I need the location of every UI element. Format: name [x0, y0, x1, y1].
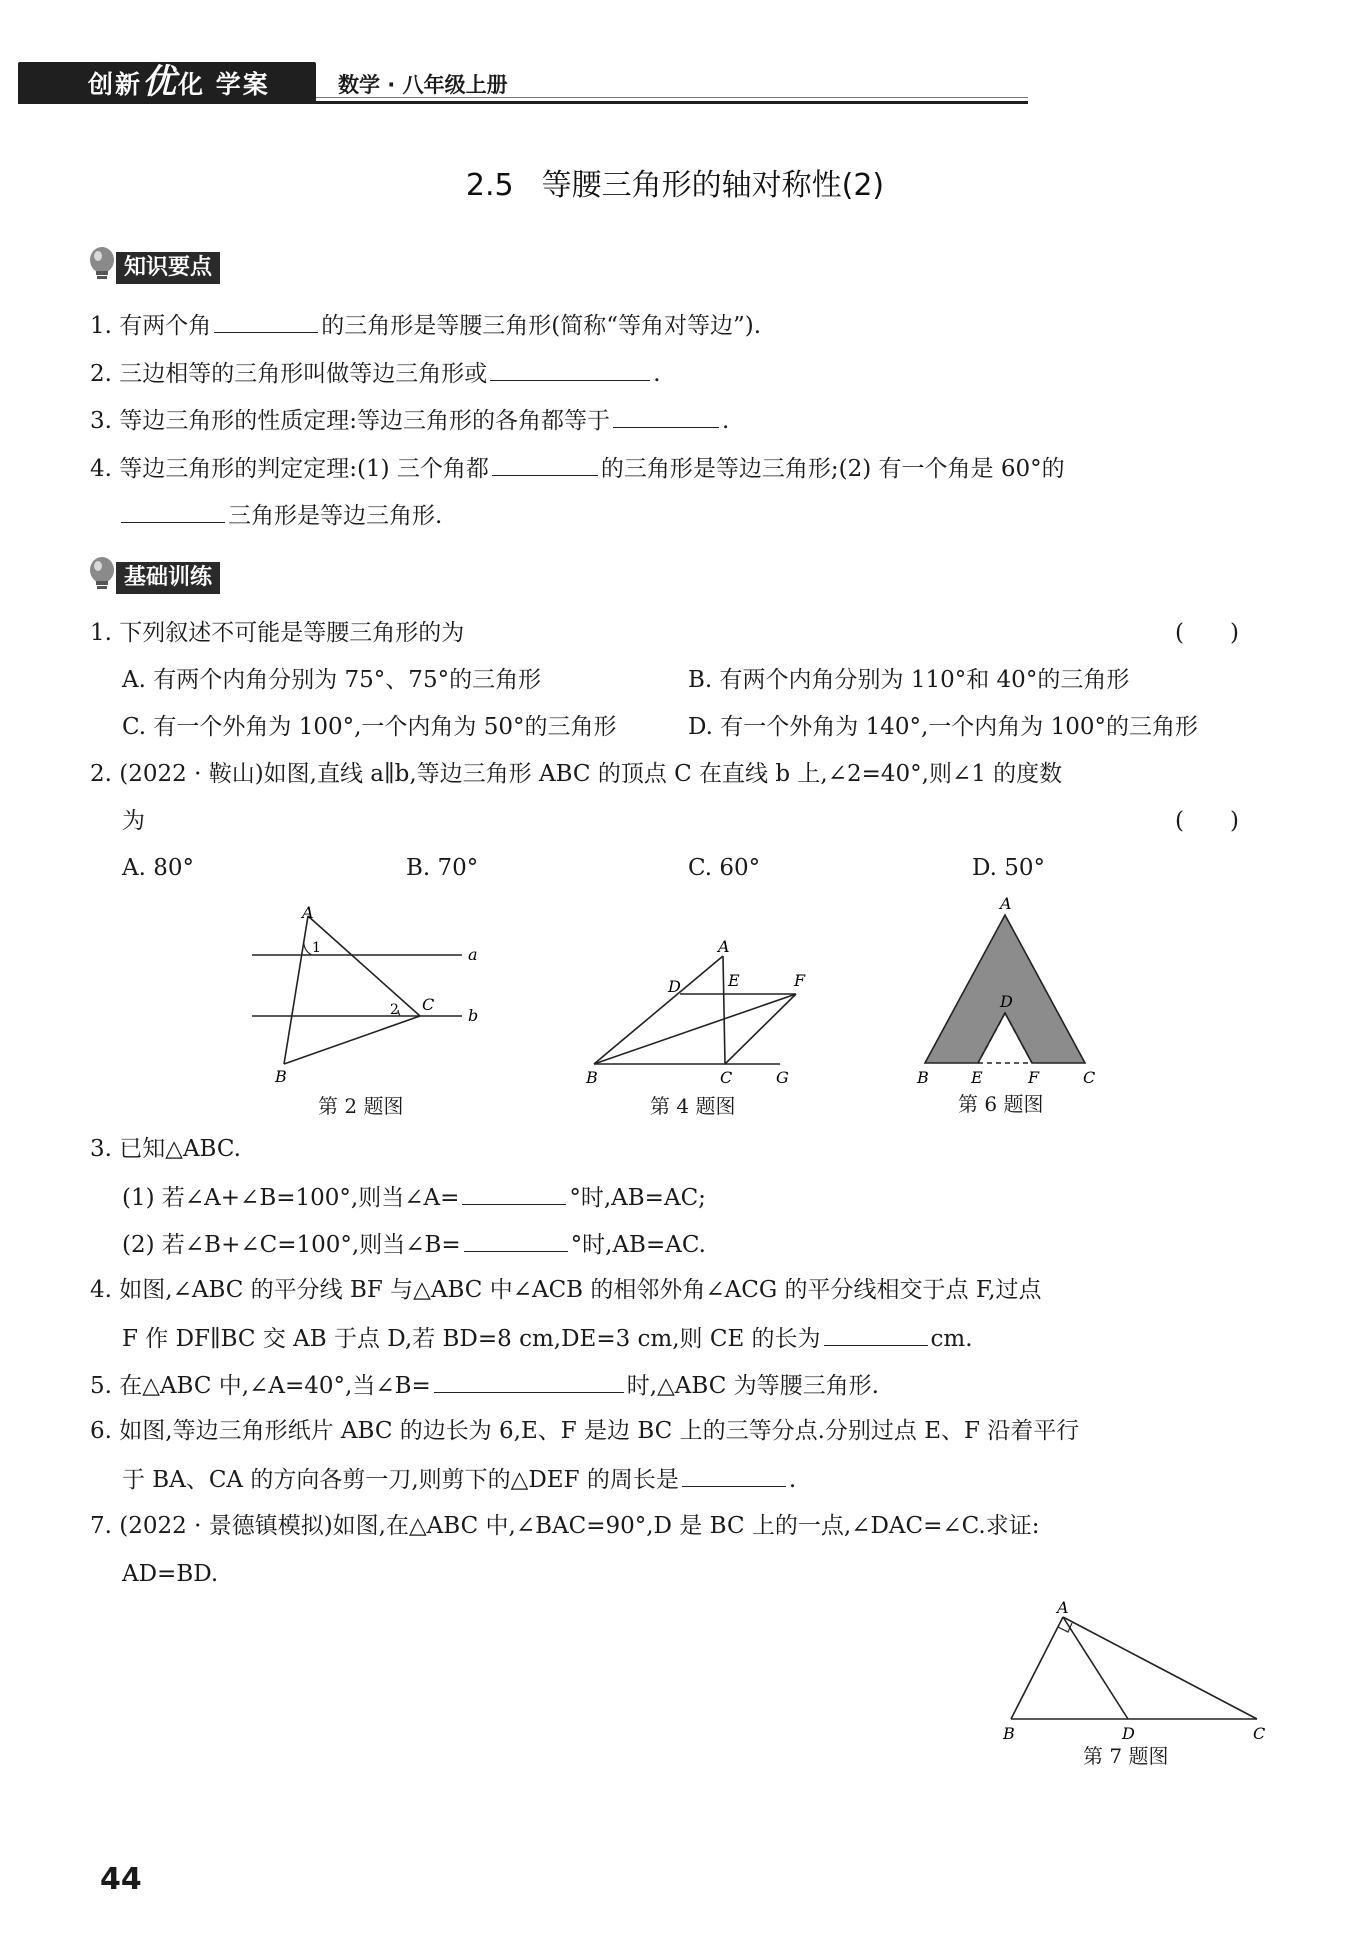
option-B: B. 有两个内角分别为 110°和 40°的三角形: [688, 667, 1130, 693]
option-A: A. 80°: [122, 855, 194, 881]
answer-blank[interactable]: [464, 1227, 568, 1252]
segment-BF: [594, 994, 796, 1064]
label-B: B: [586, 1068, 598, 1087]
figure-2-caption: 第 2 题图: [318, 1094, 404, 1118]
question-7-cont: AD=BD.: [122, 1561, 219, 1587]
section-label: 知识要点: [116, 252, 220, 284]
lightbulb-icon: [88, 246, 116, 284]
option-A: A. 有两个内角分别为 75°、75°的三角形: [122, 667, 542, 693]
side-AB: [1011, 1617, 1063, 1719]
question-6: 6. 如图,等边三角形纸片 ABC 的边长为 6,E、F 是边 BC 上的三等分点.分别过点 E、F 沿着平行: [90, 1418, 1080, 1444]
option-C: C. 60°: [688, 855, 761, 881]
question-2-cont: 为: [122, 808, 145, 834]
page-title: [0, 160, 1350, 204]
label-a: a: [468, 945, 478, 964]
question-4-cont: F 作 DF∥BC 交 AB 于点 D,若 BD=8 cm,DE=3 cm,则 CE 的长为 cm.: [122, 1321, 973, 1355]
segment-CF: [725, 994, 796, 1064]
title-text: 等腰三角形的轴对称性(2): [541, 168, 885, 203]
page-number: 44: [100, 1862, 142, 1897]
label-C: C: [1083, 1068, 1096, 1087]
option-B: B. 70°: [406, 855, 479, 881]
lightbulb-icon: [88, 556, 116, 594]
figure-2: [240, 900, 500, 1100]
side-AC: [1063, 1617, 1257, 1719]
segment-AD: [1063, 1617, 1128, 1719]
label-D: D: [668, 977, 681, 996]
answer-paren[interactable]: ( ): [1175, 620, 1239, 646]
knowledge-item-3: 3. 等边三角形的性质定理:等边三角形的各角都等于 .: [90, 403, 729, 437]
knowledge-item-4-cont: 三角形是等边三角形.: [118, 498, 442, 532]
knowledge-item-1: 1. 有两个角 的三角形是等腰三角形(简称“等角对等边”).: [90, 308, 761, 342]
question-5: 5. 在△ABC 中,∠A=40°,当∠B= 时,△ABC 为等腰三角形.: [90, 1368, 879, 1402]
shaded-region: [925, 915, 1085, 1063]
label-D: D: [1122, 1724, 1135, 1743]
brand-text-big: 优: [142, 62, 179, 102]
option-C: C. 有一个外角为 100°,一个内角为 50°的三角形: [122, 714, 617, 740]
header-rule-thin: [316, 97, 1028, 98]
header-subject: 数学 · 八年级上册: [338, 73, 508, 97]
side-AC: [723, 956, 725, 1064]
knowledge-item-2: 2. 三边相等的三角形叫做等边三角形或 .: [90, 356, 661, 390]
figure-4-caption: 第 4 题图: [650, 1094, 736, 1118]
brand-text-1: 创新: [88, 70, 143, 99]
question-3-part-1: (1) 若∠A+∠B=100°,则当∠A= °时,AB=AC;: [122, 1180, 706, 1214]
label-B: B: [917, 1068, 929, 1087]
label-A: A: [1000, 895, 1012, 913]
header-rule: [18, 101, 1028, 104]
label-angle-1: 1: [312, 940, 321, 956]
answer-paren[interactable]: ( ): [1175, 808, 1239, 834]
side-BA: [594, 956, 723, 1064]
label-C: C: [1253, 1724, 1266, 1743]
figure-4: [580, 930, 810, 1090]
side-AB: [284, 916, 308, 1064]
question-3: 3. 已知△ABC.: [90, 1136, 241, 1162]
answer-blank[interactable]: [492, 451, 598, 476]
label-E: E: [971, 1068, 983, 1087]
title-number: 2.5: [465, 168, 514, 203]
label-E: E: [728, 971, 740, 990]
figure-6: [905, 895, 1105, 1090]
answer-blank[interactable]: [214, 308, 318, 333]
option-D: D. 50°: [972, 855, 1046, 881]
answer-blank[interactable]: [824, 1321, 928, 1346]
label-B: B: [1003, 1724, 1015, 1743]
brand-logo: [88, 64, 270, 100]
figure-7-caption: 第 7 题图: [1083, 1744, 1169, 1768]
question-2: 2. (2022 · 鞍山)如图,直线 a∥b,等边三角形 ABC 的顶点 C 在直线 b 上,∠2=40°,则∠1 的度数: [90, 761, 1063, 787]
label-B: B: [275, 1067, 287, 1086]
answer-blank[interactable]: [434, 1368, 624, 1393]
answer-blank[interactable]: [490, 356, 650, 381]
figure-7: [995, 1595, 1275, 1745]
label-D: D: [1000, 992, 1013, 1011]
question-3-part-2: (2) 若∠B+∠C=100°,则当∠B= °时,AB=AC.: [122, 1227, 706, 1261]
label-F: F: [794, 971, 806, 990]
figure-6-caption: 第 6 题图: [958, 1092, 1044, 1116]
question-1: 1. 下列叙述不可能是等腰三角形的为: [90, 620, 465, 646]
label-b: b: [468, 1006, 479, 1025]
label-G: G: [776, 1068, 789, 1087]
side-AC: [308, 916, 420, 1016]
section-label: 基础训练: [116, 562, 220, 594]
label-F: F: [1028, 1068, 1040, 1087]
label-angle-2: 2: [390, 1002, 399, 1018]
answer-blank[interactable]: [613, 403, 719, 428]
label-C: C: [422, 995, 435, 1014]
brand-text-2: 化 学案: [178, 70, 270, 99]
answer-blank[interactable]: [462, 1180, 566, 1205]
side-BC: [284, 1016, 420, 1064]
label-A: A: [718, 937, 730, 956]
answer-blank[interactable]: [121, 498, 225, 523]
question-6-cont: 于 BA、CA 的方向各剪一刀,则剪下的△DEF 的周长是 .: [122, 1462, 796, 1496]
label-A: A: [302, 903, 314, 922]
question-4: 4. 如图,∠ABC 的平分线 BF 与△ABC 中∠ACB 的相邻外角∠ACG 的平分线相交于点 F,过点: [90, 1277, 1042, 1303]
label-C: C: [720, 1068, 733, 1087]
question-7: 7. (2022 · 景德镇模拟)如图,在△ABC 中,∠BAC=90°,D 是 BC 上的一点,∠DAC=∠C.求证:: [90, 1513, 1040, 1539]
label-A: A: [1057, 1598, 1069, 1617]
answer-blank[interactable]: [682, 1462, 786, 1487]
knowledge-item-4: 4. 等边三角形的判定定理:(1) 三个角都 的三角形是等边三角形;(2) 有一个角是 60°的: [90, 451, 1065, 485]
option-D: D. 有一个外角为 140°,一个内角为 100°的三角形: [688, 714, 1198, 740]
